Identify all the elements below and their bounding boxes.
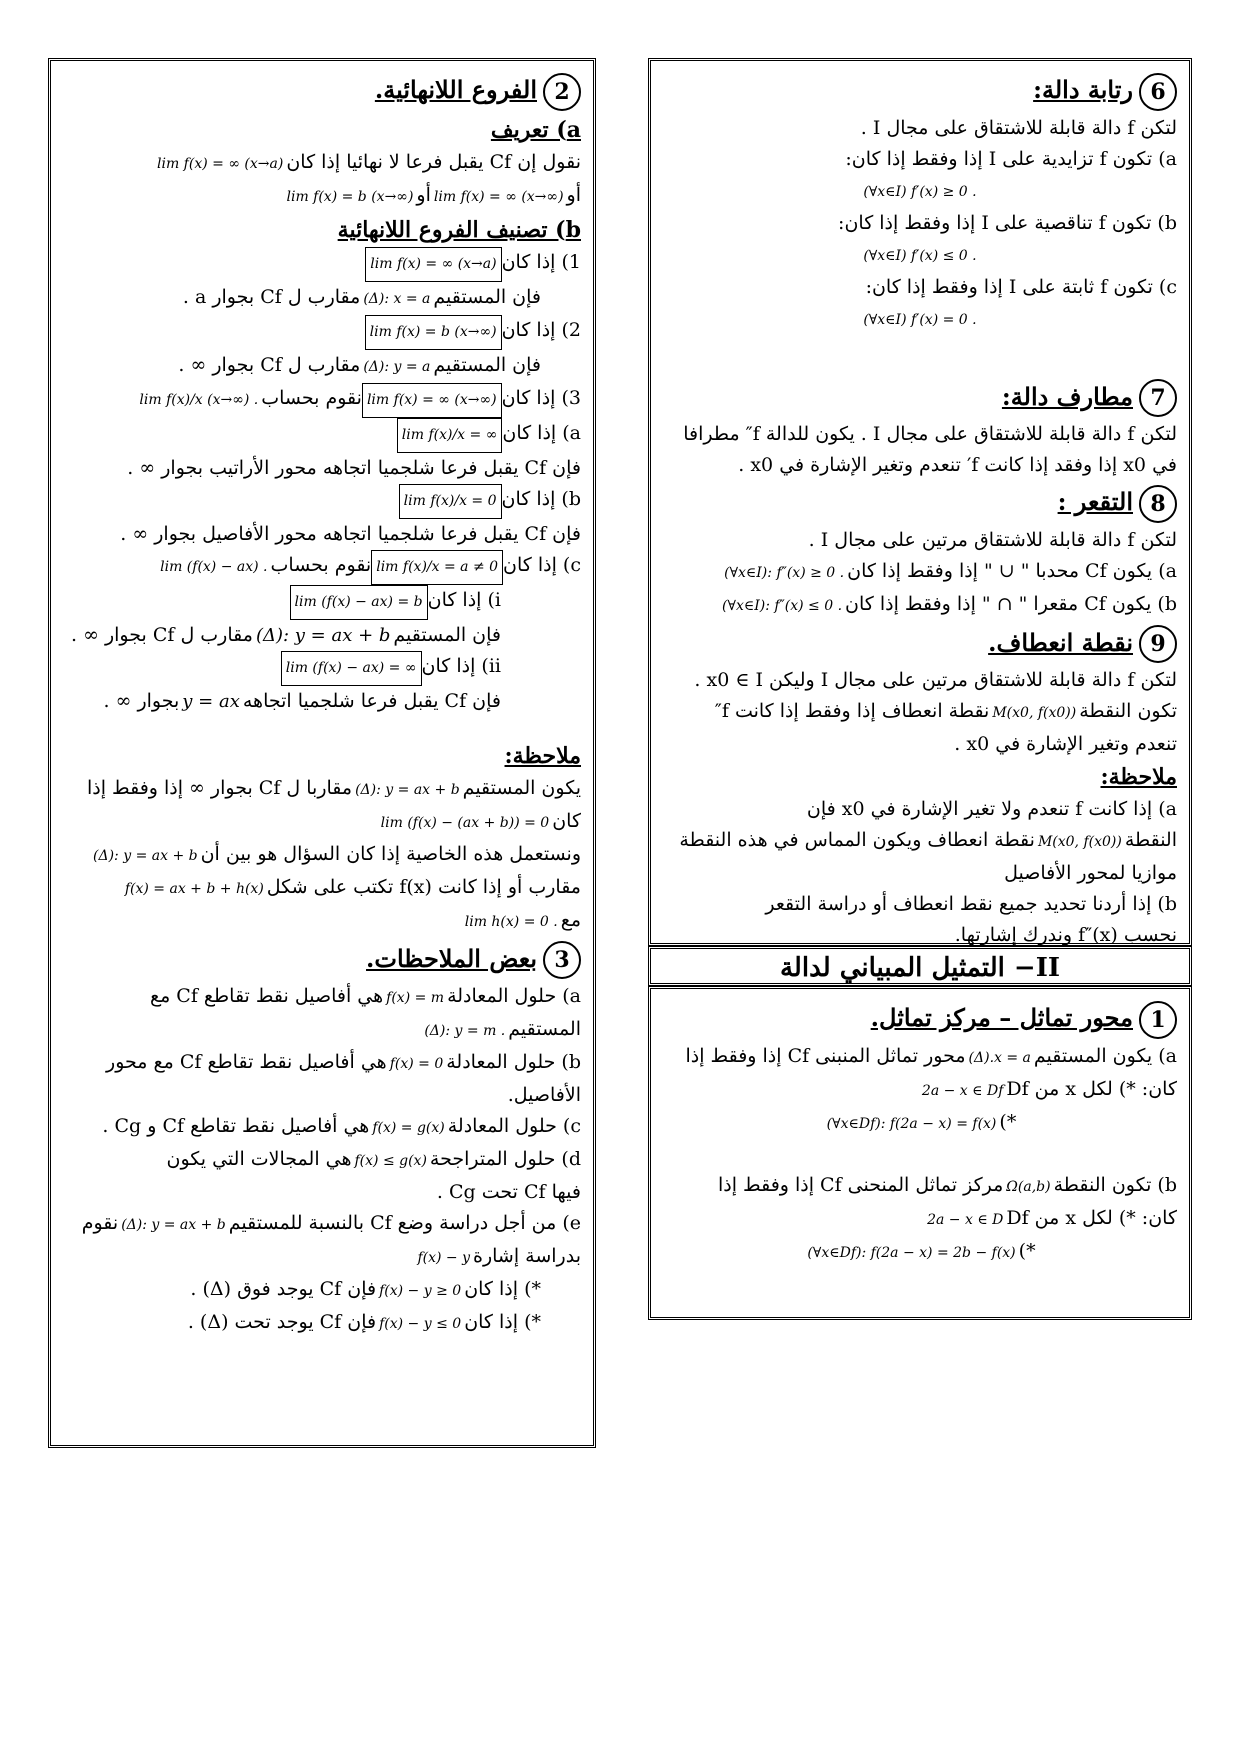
- note-line-3: [63, 839, 581, 872]
- part-2-header: [648, 946, 1192, 986]
- formula: M(x0, f(x0)): [992, 705, 1077, 721]
- text: فإن Cf يقبل فرعا شلجميا اتجاهه محور الأفاصيل بجوار ∞ .: [120, 522, 581, 545]
- text: فإن Cf يوجد فوق (Δ) .: [190, 1278, 377, 1300]
- case-3a-result: [63, 453, 581, 484]
- extremum-line-1: لتكن f دالة قابلة للاشتقاق على مجال I . يكون للدالة f″ مطرافا: [683, 423, 1177, 445]
- text: نقطة انعطاف ويكون المماس في هذه النقطة: [679, 829, 1035, 851]
- case-1-result: [63, 282, 581, 315]
- text: المستقيم: [508, 1018, 581, 1040]
- text: فإن Cf يقبل فرعا شلجميا اتجاهه: [242, 689, 501, 712]
- formula: 2a − x ∈ Df: [921, 1082, 1004, 1099]
- text: تكون النقطة: [1079, 700, 1177, 722]
- text: c) إذا كان: [503, 553, 581, 576]
- formula: (Δ): y = a: [363, 358, 431, 375]
- extremum-line-2: في x0 إذا وفقد إذا كانت f′ تنعدم وتغير الإشارة في x0 .: [738, 454, 1177, 476]
- text: a) يكون المستقيم: [1033, 1044, 1177, 1067]
- section-number: 2: [543, 73, 581, 111]
- monotonic-b-formula: [663, 239, 1177, 272]
- formula: (∀x∈I) f′(x) ≤ 0 .: [863, 247, 977, 264]
- formula: M(x0, f(x0)): [1037, 834, 1122, 850]
- right-panel-top: [648, 58, 1192, 946]
- remark-a: [63, 981, 581, 1014]
- text: فإن Cf يقبل فرعا شلجميا اتجاهه محور الأراتيب بجوار ∞ .: [127, 456, 581, 479]
- formula: f(x) = g(x): [372, 1120, 445, 1136]
- section-number: 3: [543, 941, 581, 979]
- monotonic-a-formula: [663, 175, 1177, 208]
- case-3a: [63, 418, 581, 453]
- remark-a-cont: [63, 1014, 581, 1047]
- formula: f(x) − y: [417, 1250, 471, 1266]
- symmetry-a-line-3: [663, 1107, 1177, 1140]
- formula: (∀x∈I): f″(x) ≤ 0 .: [722, 597, 843, 614]
- text: النقطة: [1124, 829, 1177, 851]
- text: مقارب أو إذا كانت f(x) تكتب على شكل: [266, 875, 581, 898]
- text: a) إذا كان: [502, 421, 581, 444]
- text: فإن المستقيم: [433, 285, 541, 308]
- case-3c: [63, 550, 581, 585]
- concavity-a: [663, 556, 1177, 589]
- text: b) حلول المعادلة: [446, 1051, 581, 1073]
- note-line-5: [63, 905, 581, 938]
- formula: lim (f(x) − ax) .: [160, 558, 268, 575]
- text: مقارب ل Cf بجوار ∞ .: [71, 623, 253, 646]
- case-3: [63, 383, 581, 418]
- text: d) حلول المتراجحة: [429, 1148, 581, 1170]
- text: نقول إن Cf يقبل فرعا لا نهائيا إذا كان: [286, 150, 581, 173]
- formula: f(x) ≤ g(x): [354, 1153, 427, 1169]
- formula: lim f(x)/x (x→∞) .: [139, 391, 259, 408]
- formula: Ω(a,b): [1006, 1178, 1051, 1195]
- formula: y = ax: [182, 690, 240, 712]
- text: بجوار ∞ .: [103, 689, 180, 712]
- remark-e-below: [63, 1307, 581, 1340]
- section-8-heading: [663, 483, 1177, 523]
- section-number: 7: [1139, 379, 1177, 417]
- symmetry-a-line-1: [663, 1041, 1177, 1074]
- section-number: 6: [1139, 73, 1177, 111]
- text: هي أفاصيل نقط تقاطع Cf و Cg .: [102, 1115, 370, 1137]
- text: محور تماثل المنبنى Cf إذا وفقط إذا: [685, 1044, 966, 1067]
- text: فإن Cf يوجد تحت (Δ) .: [187, 1311, 377, 1333]
- text: ii) إذا كان: [421, 654, 501, 677]
- remark-b-cont: [63, 1080, 581, 1111]
- text: نقوم بحساب: [270, 553, 372, 576]
- formula: lim (f(x) − ax) = ∞: [281, 651, 422, 686]
- formula: lim f(x) = b (x→∞): [365, 315, 502, 350]
- text: i) إذا كان: [427, 588, 501, 611]
- note-line-2: [63, 806, 581, 839]
- text: b) تكون النقطة: [1053, 1173, 1177, 1196]
- formula: lim f(x)/x = ∞: [397, 418, 503, 453]
- text: 2) إذا كان: [501, 318, 581, 341]
- text: *): [999, 1110, 1017, 1133]
- formula: (Δ): y = m .: [424, 1023, 506, 1039]
- symmetry-a-line-2: [663, 1074, 1177, 1107]
- concavity-intro: لتكن f دالة قابلة للاشتقاق مرتين على مجال I .: [808, 528, 1177, 551]
- text: *) إذا كان: [464, 1278, 541, 1300]
- section-title: التقعر :: [1057, 487, 1133, 516]
- text: هي أفاصيل نقط تقاطع Cf مع محور: [106, 1051, 387, 1073]
- note-a-line-2: [663, 825, 1177, 858]
- section-6-heading: [663, 71, 1177, 111]
- formula: f(x) = 0: [389, 1056, 444, 1072]
- case-1: [63, 247, 581, 282]
- case-2: [63, 315, 581, 350]
- formula: lim f(x) = ∞ (x→∞): [362, 383, 502, 418]
- text: أو: [416, 183, 431, 206]
- text: يكون المستقيم: [462, 776, 581, 799]
- symmetry-b-line-3: [663, 1236, 1177, 1269]
- formula: (∀x∈Df): f(2a − x) = 2b − f(x): [807, 1244, 1016, 1261]
- part-2-title: II− التمثيل المبياني لدالة: [779, 953, 1061, 983]
- case-2-result: [63, 350, 581, 383]
- formula: (∀x∈Df): f(2a − x) = f(x): [826, 1115, 997, 1132]
- remark-e-cont: [63, 1241, 581, 1274]
- text: a) يكون Cf محدبا " ∪ " إذا وفقط إذا كان: [847, 559, 1177, 582]
- remark-e-above: [63, 1274, 581, 1307]
- symmetry-b-line-2: [663, 1203, 1177, 1236]
- text: 3) إذا كان: [501, 386, 581, 409]
- remark-e: [63, 1208, 581, 1241]
- left-panel: [48, 58, 596, 1448]
- text: مقارب ل Cf بجوار ∞ .: [178, 353, 361, 376]
- case-3c-ii-result: [63, 686, 581, 717]
- formula: f(x) = m: [386, 990, 445, 1006]
- text: نقوم: [81, 1212, 119, 1234]
- inflection-line-1: لتكن f دالة قابلة للاشتقاق مرتين على مجال I وليكن x0 ∈ I .: [694, 669, 1177, 691]
- note-title: ملاحظة:: [504, 742, 581, 769]
- text: ونستعمل هذه الخاصية إذا كان السؤال هو بين أن: [200, 842, 581, 865]
- formula: (Δ): y = ax + b: [121, 1217, 226, 1233]
- formula: lim (f(x) − ax) = b: [290, 585, 428, 620]
- case-3b-result: [63, 519, 581, 550]
- text: b) إذا كان: [501, 487, 581, 510]
- case-3b: [63, 484, 581, 519]
- note-line-1: [63, 773, 581, 806]
- section-2-heading: [63, 71, 581, 111]
- formula: f(x) − y ≤ 0: [379, 1316, 462, 1332]
- text: الأفاصيل.: [507, 1084, 581, 1106]
- text: مقارب ل Cf بجوار a .: [182, 285, 361, 308]
- text: مقاربا ل Cf بجوار ∞ إذا وفقط إذا: [87, 776, 353, 799]
- remark-c: [63, 1111, 581, 1144]
- monotonic-intro: لتكن f دالة قابلة للاشتقاق على مجال I .: [860, 116, 1177, 139]
- text: *): [1018, 1239, 1036, 1262]
- formula: (Δ).x = a: [968, 1049, 1031, 1066]
- note-line-4: [63, 872, 581, 905]
- section-number: 8: [1139, 485, 1177, 523]
- formula: f(x) = ax + b + h(x): [124, 880, 264, 897]
- text: نقطة انعطاف إذا وفقط إذا كانت f″: [714, 700, 990, 722]
- note-title: ملاحظة:: [1100, 764, 1177, 790]
- text: c) حلول المعادلة: [447, 1115, 581, 1137]
- section-title: محور تماثل – مركز تماثل.: [870, 1003, 1133, 1032]
- formula: lim f(x) = ∞ (x→a): [365, 247, 501, 282]
- section-9-heading: [663, 624, 1177, 664]
- definition-line-2: [63, 180, 581, 213]
- formula: lim f(x)/x = a ≠ 0: [371, 550, 503, 585]
- text: e) من أجل دراسة وضع Cf بالنسبة للمستقيم: [228, 1212, 581, 1234]
- text: كان: [552, 809, 581, 832]
- section-title: نقطة انعطاف.: [988, 627, 1133, 657]
- text: a) حلول المعادلة: [447, 985, 581, 1007]
- note-a-line-3: موازيا لمحور الأفاصيل: [1004, 862, 1177, 884]
- formula: 2a − x ∈ D: [927, 1211, 1004, 1228]
- formula: lim (f(x) − (ax + b)) = 0: [380, 814, 550, 831]
- text: كان: *) لكل x من Df: [1006, 1077, 1177, 1100]
- section-7-heading: [663, 378, 1177, 418]
- note-a-line-1: a) إذا كانت f تنعدم ولا تغير الإشارة في x0 فإن: [806, 798, 1177, 820]
- text: فإن المستقيم: [393, 623, 501, 646]
- monotonic-c-formula: [663, 303, 1177, 336]
- text: فإن المستقيم: [433, 353, 541, 376]
- section-title: بعض الملاحظات.: [366, 943, 537, 973]
- monotonic-b: b) تكون f تناقصية على I إذا وفقط إذا كان:: [838, 211, 1177, 234]
- text: هي أفاصيل نقط تقاطع Cf مع: [149, 985, 384, 1007]
- remark-d-cont: [63, 1177, 581, 1208]
- section-title: مطارف دالة:: [1001, 381, 1133, 411]
- text: بدراسة إشارة: [473, 1245, 581, 1267]
- formula: lim f(x) = ∞ (x→∞): [433, 188, 564, 205]
- formula: (∀x∈I): f″(x) ≥ 0 .: [724, 564, 845, 581]
- formula: lim f(x) = ∞ (x→a): [157, 155, 284, 172]
- section-title: رتابة دالة:: [1033, 75, 1133, 104]
- formula: (Δ): y = ax + b: [355, 781, 460, 798]
- section-number: 9: [1139, 625, 1177, 663]
- section-number: 1: [1139, 1001, 1177, 1039]
- section-title: الفروع اللانهائية.: [374, 75, 537, 104]
- text: أو: [566, 183, 581, 206]
- text: فيها Cf تحت Cg .: [436, 1181, 581, 1203]
- text: 1) إذا كان: [501, 250, 581, 273]
- formula: (∀x∈I) f′(x) ≥ 0 .: [863, 183, 977, 200]
- remark-d: [63, 1144, 581, 1177]
- text: b) يكون Cf مقعرا " ∩ " إذا وفقط إذا كان: [845, 592, 1177, 615]
- classification-title: b) تصنيف الفروع اللانهائية: [337, 216, 581, 243]
- case-3c-ii: [63, 651, 581, 686]
- monotonic-a: a) تكون f تزايدية على I إذا وفقط إذا كان:: [845, 147, 1177, 170]
- section-1-heading: [663, 999, 1177, 1039]
- text: *) إذا كان: [464, 1311, 541, 1333]
- section-3-heading: [63, 940, 581, 980]
- symmetry-b-line-1: [663, 1170, 1177, 1203]
- formula: (∀x∈I) f′(x) = 0 .: [863, 311, 977, 328]
- definition-line-1: [63, 147, 581, 180]
- inflection-line-2: [663, 696, 1177, 729]
- formula: lim f(x)/x = 0: [399, 484, 502, 519]
- formula: (Δ): x = a: [363, 290, 431, 307]
- formula: lim h(x) = 0 .: [464, 913, 558, 930]
- text: هي المجالات التي يكون: [166, 1148, 352, 1170]
- case-3c-i-result: [63, 620, 581, 651]
- text: كان: *) لكل x من Df: [1006, 1206, 1177, 1229]
- formula: f(x) − y ≥ 0: [379, 1283, 462, 1299]
- case-3c-i: [63, 585, 581, 620]
- formula: lim f(x) = b (x→∞): [286, 188, 414, 205]
- monotonic-c: c) تكون f ثابتة على I إذا وفقط إذا كان:: [865, 275, 1177, 298]
- formula: (Δ): y = ax + b: [255, 624, 391, 646]
- text: مع: [560, 908, 581, 931]
- remark-b: [63, 1047, 581, 1080]
- note-b-line-2: نحسب f″(x) وندرك إشارتها.: [954, 924, 1177, 946]
- right-panel-bottom: [648, 986, 1192, 1320]
- inflection-line-3: تنعدم وتغير الإشارة في x0 .: [954, 733, 1177, 755]
- formula: (Δ): y = ax + b: [93, 847, 198, 864]
- text: مركز تماثل المنحنى Cf إذا وفقط إذا: [717, 1173, 1004, 1196]
- definition-title: a) تعريف: [490, 116, 581, 143]
- text: نقوم بحساب: [261, 386, 362, 409]
- concavity-b: [663, 589, 1177, 622]
- note-b-line-1: b) إذا أردنا تحديد جميع نقط انعطاف أو دراسة التقعر: [765, 893, 1177, 915]
